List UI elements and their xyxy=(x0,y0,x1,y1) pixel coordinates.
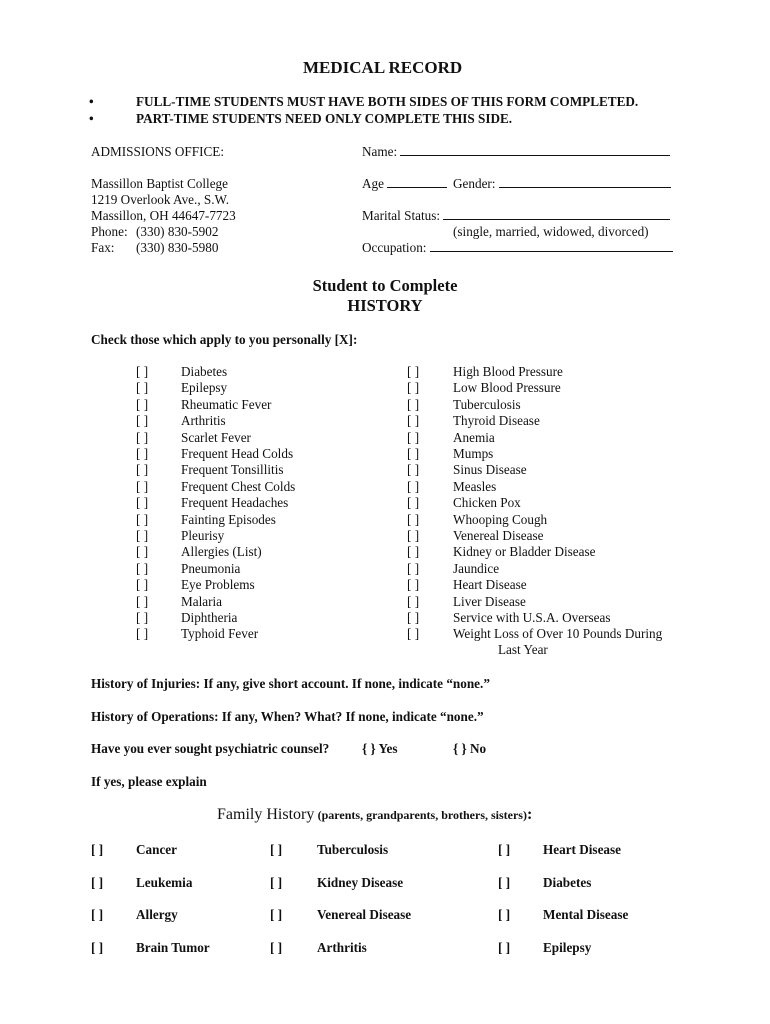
condition-checkbox[interactable]: [ ] xyxy=(136,495,149,510)
condition-label: Pleurisy xyxy=(181,528,225,543)
occupation-field[interactable] xyxy=(362,240,673,256)
condition-label: Kidney or Bladder Disease xyxy=(453,544,596,559)
condition-checkbox[interactable]: [ ] xyxy=(136,577,149,592)
marital-line[interactable] xyxy=(443,208,670,220)
condition-label: Low Blood Pressure xyxy=(453,380,561,395)
fax-number: (330) 830-5980 xyxy=(136,240,219,255)
family-condition-label: Mental Disease xyxy=(543,907,629,922)
condition-checkbox[interactable]: [ ] xyxy=(136,446,149,461)
condition-checkbox[interactable]: [ ] xyxy=(407,626,420,641)
condition-checkbox[interactable]: [ ] xyxy=(407,577,420,592)
condition-checkbox[interactable]: [ ] xyxy=(136,610,149,625)
fax-label: Fax: xyxy=(91,240,115,255)
condition-checkbox[interactable]: [ ] xyxy=(407,397,420,412)
condition-label: Typhoid Fever xyxy=(181,626,259,641)
condition-label: Mumps xyxy=(453,446,494,461)
family-condition-label: Cancer xyxy=(136,842,178,857)
name-field[interactable] xyxy=(362,144,670,160)
condition-checkbox[interactable]: [ ] xyxy=(407,495,420,510)
condition-checkbox[interactable]: [ ] xyxy=(136,397,149,412)
gender-label: Gender: xyxy=(453,176,496,191)
condition-label: Venereal Disease xyxy=(453,528,544,543)
psychiatric-no-option[interactable]: { } No xyxy=(453,741,487,756)
condition-label: Scarlet Fever xyxy=(181,430,251,445)
condition-label: Thyroid Disease xyxy=(453,413,540,428)
condition-checkbox[interactable]: [ ] xyxy=(136,479,149,494)
condition-checkbox[interactable]: [ ] xyxy=(136,380,149,395)
condition-checkbox[interactable]: [ ] xyxy=(136,528,149,543)
condition-label: Sinus Disease xyxy=(453,462,527,477)
condition-checkbox[interactable]: [ ] xyxy=(136,594,149,609)
bullet-parttime: PART-TIME STUDENTS NEED ONLY COMPLETE THIS SIDE. xyxy=(136,111,513,126)
condition-label: Anemia xyxy=(453,430,495,445)
age-field[interactable] xyxy=(362,176,447,192)
condition-label: Rheumatic Fever xyxy=(181,397,272,412)
condition-checkbox[interactable]: [ ] xyxy=(407,479,420,494)
condition-label: Allergies (List) xyxy=(181,544,262,559)
condition-checkbox[interactable]: [ ] xyxy=(407,561,420,576)
injuries-question: History of Injuries: If any, give short account. If none, indicate “none.” xyxy=(91,676,490,691)
family-condition-label: Venereal Disease xyxy=(317,907,412,922)
condition-checkbox[interactable]: [ ] xyxy=(407,413,420,428)
family-condition-label: Leukemia xyxy=(136,875,193,890)
family-condition-label: Heart Disease xyxy=(543,842,621,857)
family-history-colon: : xyxy=(526,806,533,823)
occupation-line[interactable] xyxy=(430,240,673,252)
condition-label: Whooping Cough xyxy=(453,512,548,527)
operations-question: History of Operations: If any, When? What? If none, indicate “none.” xyxy=(91,709,484,724)
family-history-title: Family History xyxy=(217,806,315,823)
family-checkbox[interactable]: [ ] xyxy=(91,940,104,955)
condition-checkbox[interactable]: [ ] xyxy=(136,544,149,559)
condition-checkbox[interactable]: [ ] xyxy=(407,610,420,625)
condition-label: Measles xyxy=(453,479,497,494)
explain-prompt: If yes, please explain xyxy=(91,774,207,789)
condition-label: Tuberculosis xyxy=(453,397,521,412)
address-line-3: Massillon, OH 44647-7723 xyxy=(91,208,236,223)
condition-checkbox[interactable]: [ ] xyxy=(136,462,149,477)
family-checkbox[interactable]: [ ] xyxy=(498,940,511,955)
address-line-2: 1219 Overlook Ave., S.W. xyxy=(91,192,230,207)
condition-label: Jaundice xyxy=(453,561,500,576)
marital-field[interactable] xyxy=(362,208,670,224)
condition-label: Pneumonia xyxy=(181,561,241,576)
family-checkbox[interactable]: [ ] xyxy=(270,842,283,857)
condition-checkbox[interactable]: [ ] xyxy=(136,561,149,576)
condition-label: High Blood Pressure xyxy=(453,364,563,379)
marital-hint: (single, married, widowed, divorced) xyxy=(453,224,649,239)
condition-checkbox[interactable]: [ ] xyxy=(136,364,149,379)
condition-label: Liver Disease xyxy=(453,594,526,609)
condition-checkbox[interactable]: [ ] xyxy=(136,413,149,428)
age-label: Age xyxy=(362,176,384,191)
psychiatric-question: Have you ever sought psychiatric counsel? xyxy=(91,741,330,756)
condition-label: Fainting Episodes xyxy=(181,512,276,527)
family-checkbox[interactable]: [ ] xyxy=(270,940,283,955)
age-line[interactable] xyxy=(387,176,447,188)
condition-label: Diphtheria xyxy=(181,610,238,625)
family-condition-label: Allergy xyxy=(136,907,178,922)
family-checkbox[interactable]: [ ] xyxy=(270,875,283,890)
address-line-1: Massillon Baptist College xyxy=(91,176,229,191)
condition-checkbox[interactable]: [ ] xyxy=(136,430,149,445)
condition-label: Frequent Headaches xyxy=(181,495,289,510)
family-checkbox[interactable]: [ ] xyxy=(498,907,511,922)
history-instruction: Check those which apply to you personally [X]: xyxy=(91,332,358,347)
phone-number: (330) 830-5902 xyxy=(136,224,219,239)
history-heading-2: HISTORY xyxy=(347,296,423,315)
condition-label: Frequent Head Colds xyxy=(181,446,294,461)
marital-label: Marital Status: xyxy=(362,208,441,223)
condition-continuation: Last Year xyxy=(498,642,548,657)
family-condition-label: Kidney Disease xyxy=(317,875,404,890)
family-condition-label: Tuberculosis xyxy=(317,842,389,857)
gender-line[interactable] xyxy=(499,176,671,188)
condition-checkbox[interactable]: [ ] xyxy=(136,512,149,527)
condition-label: Weight Loss of Over 10 Pounds During xyxy=(453,626,663,641)
family-checkbox[interactable]: [ ] xyxy=(498,842,511,857)
family-checkbox[interactable]: [ ] xyxy=(498,875,511,890)
condition-label: Epilepsy xyxy=(181,380,228,395)
condition-label: Service with U.S.A. Overseas xyxy=(453,610,611,625)
condition-checkbox[interactable]: [ ] xyxy=(136,626,149,641)
name-label: Name: xyxy=(362,144,398,159)
condition-label: Arthritis xyxy=(181,413,226,428)
family-condition-label: Arthritis xyxy=(317,940,367,955)
condition-checkbox[interactable]: [ ] xyxy=(407,594,420,609)
condition-label: Chicken Pox xyxy=(453,495,521,510)
family-condition-label: Diabetes xyxy=(543,875,592,890)
condition-label: Malaria xyxy=(181,594,223,609)
bullet-fulltime: FULL-TIME STUDENTS MUST HAVE BOTH SIDES OF THIS FORM COMPLETED. xyxy=(136,94,639,109)
bullet-marker: • xyxy=(89,94,94,109)
occupation-label: Occupation: xyxy=(362,240,427,255)
bullet-marker: • xyxy=(89,111,94,126)
condition-label: Eye Problems xyxy=(181,577,255,592)
family-checkbox[interactable]: [ ] xyxy=(91,875,104,890)
family-condition-label: Epilepsy xyxy=(543,940,592,955)
condition-checkbox[interactable]: [ ] xyxy=(407,364,420,379)
family-checkbox[interactable]: [ ] xyxy=(270,907,283,922)
family-checkbox[interactable]: [ ] xyxy=(91,842,104,857)
condition-checkbox[interactable]: [ ] xyxy=(407,446,420,461)
family-checkbox[interactable]: [ ] xyxy=(91,907,104,922)
condition-checkbox[interactable]: [ ] xyxy=(407,512,420,527)
family-condition-label: Brain Tumor xyxy=(136,940,210,955)
name-line[interactable] xyxy=(400,144,670,156)
condition-label: Diabetes xyxy=(181,364,228,379)
condition-checkbox[interactable]: [ ] xyxy=(407,544,420,559)
condition-checkbox[interactable]: [ ] xyxy=(407,528,420,543)
condition-checkbox[interactable]: [ ] xyxy=(407,380,420,395)
condition-checkbox[interactable]: [ ] xyxy=(407,462,420,477)
history-heading-1: Student to Complete xyxy=(312,276,458,295)
gender-field[interactable] xyxy=(453,176,671,192)
condition-checkbox[interactable]: [ ] xyxy=(407,430,420,445)
family-history-subtitle: (parents, grandparents, brothers, sisters) xyxy=(317,808,527,822)
phone-label: Phone: xyxy=(91,224,128,239)
page-title: MEDICAL RECORD xyxy=(303,58,463,77)
condition-label: Frequent Tonsillitis xyxy=(181,462,284,477)
condition-label: Heart Disease xyxy=(453,577,527,592)
admissions-office-label: ADMISSIONS OFFICE: xyxy=(91,144,225,159)
psychiatric-yes-option[interactable]: { } Yes xyxy=(362,741,398,756)
condition-label: Frequent Chest Colds xyxy=(181,479,296,494)
family-history-heading xyxy=(217,806,532,824)
